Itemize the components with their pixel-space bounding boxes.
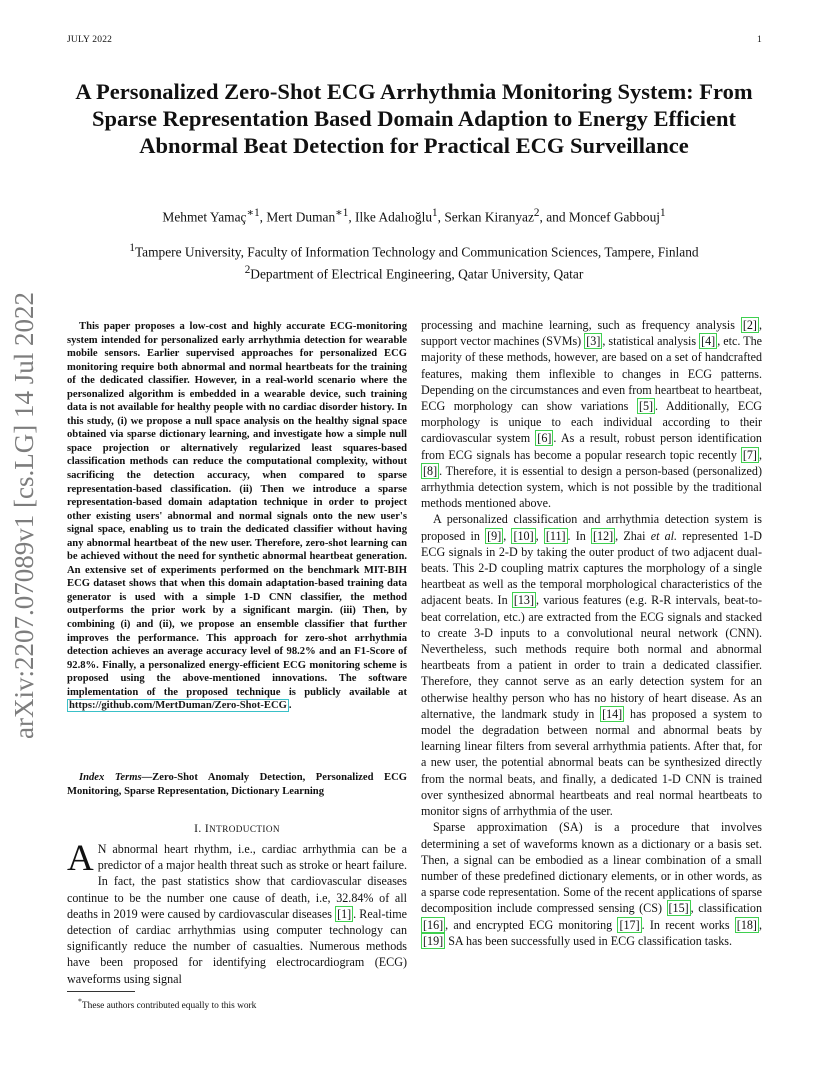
index-terms <box>67 771 407 798</box>
citation-link[interactable]: [12] <box>593 528 614 543</box>
body-text: A personalized classification and arrhythmia detection system is proposed in <box>421 512 762 543</box>
author-affil-mark: ∗1 <box>246 207 260 219</box>
right-column <box>421 317 762 949</box>
abstract-end: . <box>288 700 292 712</box>
affiliation-2 <box>70 261 758 283</box>
citation-link[interactable]: [13] <box>513 593 534 608</box>
body-text: SA has been successfully used in ECG classification tasks. <box>448 933 733 948</box>
citation-link[interactable]: [16] <box>423 917 444 932</box>
et-al: et al. <box>650 528 678 543</box>
paper-title: A Personalized Zero-Shot ECG Arrhythmia Monitoring System: From Sparse Representation Based Domain Adaption to Energy Efficient Abnormal Beat Detection for Practical ECG Surveillance <box>75 79 753 158</box>
section-title-first: I <box>204 823 210 835</box>
citation-link[interactable]: [17] <box>619 917 640 932</box>
author-name: Mehmet Yamaç <box>162 209 247 225</box>
footnote-mark: * <box>78 997 82 1006</box>
drop-cap: A <box>67 838 94 879</box>
body-text: , statistical analysis <box>602 334 697 349</box>
author-affil-mark: ∗1 <box>335 207 349 219</box>
introduction-paragraph <box>67 838 407 987</box>
affiliation-1 <box>70 239 758 261</box>
body-text: . Additionally, ECG morphology is unique to each individual according to their cardiovascular system <box>421 399 763 446</box>
citation-link[interactable]: [5] <box>638 399 654 414</box>
section-numeral: I. <box>194 823 202 835</box>
abstract <box>67 320 407 713</box>
author-name: Mert Duman <box>266 209 336 225</box>
citation-link[interactable]: [9] <box>487 528 502 543</box>
body-text: . Therefore, it is essential to design a person-based (personalized) arrhythmia detection system, which is not possible by the traditional methods mentioned above. <box>421 463 762 511</box>
body-text: , etc. The majority of these methods, however, are based on a set of handcrafted features, making them inflexible to changes in ECG patterns. Depending on the circumstances and even from heartbeat to heartbeat, ECG morphology can show variations <box>421 334 762 414</box>
author-affil-mark: 1 <box>660 207 666 219</box>
citation-link[interactable]: [1] <box>337 906 352 921</box>
author-name: Serkan Kiranyaz <box>444 209 534 225</box>
citation-link[interactable]: [4] <box>701 334 716 349</box>
arxiv-stamp <box>5 290 45 770</box>
citation-link[interactable]: [19] <box>423 933 444 948</box>
affiliation-text: Tampere University, Faculty of Information Technology and Communication Sciences, Tampere, Finland <box>134 244 699 260</box>
footnote <box>78 997 256 1011</box>
author-name: Moncef Gabbouj <box>568 209 660 225</box>
citation-link[interactable]: [15] <box>668 901 689 916</box>
citation-link[interactable]: [18] <box>736 917 757 932</box>
citation-link[interactable]: [14] <box>602 706 623 721</box>
body-paragraph <box>421 317 762 511</box>
body-text: , support vector machines (SVMs) <box>421 318 762 349</box>
body-text: . In recent works <box>641 917 730 932</box>
body-text: , <box>503 528 507 543</box>
body-text: , and encrypted ECG monitoring <box>445 917 613 932</box>
index-terms-label: Index Terms <box>79 772 142 783</box>
citation-link[interactable]: [7] <box>742 447 757 462</box>
body-text: Sparse approximation (SA) is a procedure that involves determining a set of waveforms known as a dictionary or a basis set. Then, a signal can be embodied as a linear combination of a small number of these predefined dictionary elements, or in other words, as a sparse code representation. Some of the recent applications of sparse decomposition include compressed sensing (CS) <box>421 820 762 916</box>
footnote-rule <box>67 991 135 992</box>
body-text: . In <box>567 528 586 543</box>
body-text: , various features (e.g. R-R intervals, beat-to-beat correlation, etc.) are extracted from the ECG signals and stacked to create 3-D inputs to a convolutional neural network (CNN). Nevertheless, such methods require both normal and abnormal heartbeats from a patient in order to train a dedicated classifier. Therefore, they cannot serve as an early detection system for an otherwise healthy person who has no history of heart disease. As an alternative, the landmark study in <box>421 593 762 721</box>
citation-link[interactable]: [8] <box>423 463 438 478</box>
intro-text: . Real-time detection of cardiac arrhythmias using computer technology can significantly reduce the number of casualties. Numerous methods have been proposed for identifying electrocardiogram (ECG) waveforms using signal <box>67 906 407 986</box>
body-text: represented 1-D ECG signals in 2-D by taking the outer product of two adjacent dual-beats. This 2-D coupling matrix captures the morphology of a single heartbeat as well as the temporal morphological characteristics of the adjacent beats. In <box>421 528 762 608</box>
code-repository-link[interactable]: https://github.com/MertDuman/Zero-Shot-ECG <box>69 700 287 712</box>
body-text: . As a result, robust person identification from ECG signals has become a popular research topic recently <box>421 431 762 462</box>
body-text: , Zhai <box>615 528 646 543</box>
affil-mark: 2 <box>244 264 251 277</box>
footnote-text: These authors contributed equally to this work <box>81 1001 257 1012</box>
body-paragraph <box>421 511 762 819</box>
body-paragraph <box>421 819 762 949</box>
body-text: processing and machine learning, such as frequency analysis <box>421 318 735 332</box>
index-terms-text: —Zero-Shot Anomaly Detection, Personalized ECG Monitoring, Sparse Representation, Dictionary Learning <box>67 772 407 797</box>
citation-link[interactable]: [10] <box>513 528 534 543</box>
citation-link[interactable]: [3] <box>586 334 601 349</box>
author-list: Mehmet Yamaç$^{∗1}$, Mert Duman$^{∗1}$, Ilke Adalıoğlu$^1$, Serkan Kiranyaz$^2$, and Moncef Gabbouj$^1$ <box>162 207 666 225</box>
citation-link[interactable]: [11] <box>545 528 566 543</box>
section-title-rest: NTRODUCTION <box>209 824 280 834</box>
affil-mark: 1 <box>129 242 135 254</box>
citation-link[interactable]: [2] <box>742 318 757 332</box>
author-name: Ilke Adalıoğlu <box>355 209 433 225</box>
arxiv-stamp-text: arXiv:2207.07089v1 [cs.LG] 14 Jul 2022 <box>9 292 39 739</box>
body-text: , classification <box>690 901 762 916</box>
section-heading <box>67 823 407 835</box>
author-affil-mark: 1 <box>432 207 438 219</box>
body-text: , <box>758 917 762 932</box>
page-number: 1 <box>757 35 762 45</box>
body-text: , <box>758 447 762 462</box>
abstract-text: This paper proposes a low-cost and highly accurate ECG-monitoring system intended for personalized early arrhythmia detection for wearable mobile sensors. Earlier supervised approaches for personalized ECG monitoring require both abnormal and normal heartbeats for the training of the dedicated classifier. However, in a real-world scenario where the personalized algorithm is embedded in a wearable device, such training data is not available for healthy people with no cardiac disorder history. In this study, (i) we propose a null space analysis on the healthy signal space obtained via sparse dictionary learning, and investigate how a simple null space projection or alternatively regularized least squares-based classification methods can reduce the computational complexity, without sacrificing the detection accuracy, when compared to sparse representation-based classification. (ii) Then we introduce a sparse representation-based domain adaptation technique in order to project other existing users' abnormal and normal signals onto the new user's signal space, enabling us to train the dedicated classifier without having any abnormal heartbeat of the new user. Therefore, zero-shot learning can be achieved without the need for synthetic abnormal heartbeat generation. An extensive set of experiments performed on the benchmark MIT-BIH ECG dataset shows that when this domain adaptation-based training data generator is used with a simple 1-D CNN classifier, the method outperforms the prior work by a significant margin. (iii) Then, by combining (i) and (ii), we propose an ensemble classifier that further improves the performance. This approach for zero-shot arrhythmia detection achieves an average accuracy level of 98.2% and an F1-Score of 92.8%. Finally, a personalized energy-efficient ECG monitoring scheme is proposed using the above-mentioned innovations. The software implementation of the proposed technique is publicly available at <box>67 321 407 698</box>
body-text: , <box>535 528 539 543</box>
running-header: JULY 2022 <box>67 35 113 45</box>
affiliations <box>70 239 758 284</box>
body-text: has proposed a system to model the degradation between normal and abnormal beats by learning linear filters from several arrhythmia patients. After that, for a new user, the potential abnormal beats can be synthesized directly from the normal beats, and finally, a dedicated 1-D CNN is trained over synthesized abnormal heartbeats and real normal heartbeats to monitor signs of arrhythmia of the user. <box>421 706 762 819</box>
author-affil-mark: 2 <box>533 207 540 219</box>
affiliation-text: Department of Electrical Engineering, Qatar University, Qatar <box>250 266 584 282</box>
intro-text: N abnormal heart rhythm, i.e., cardiac arrhythmia can be a predictor of a major health threat such as stroke or heart failure. In fact, the past statistics show that cardiovascular diseases continue to be the number one cause of death, i.e, 32.84% of all deaths in 2019 were caused by cardiovascular diseases <box>67 842 407 921</box>
citation-link[interactable]: [6] <box>537 431 552 446</box>
